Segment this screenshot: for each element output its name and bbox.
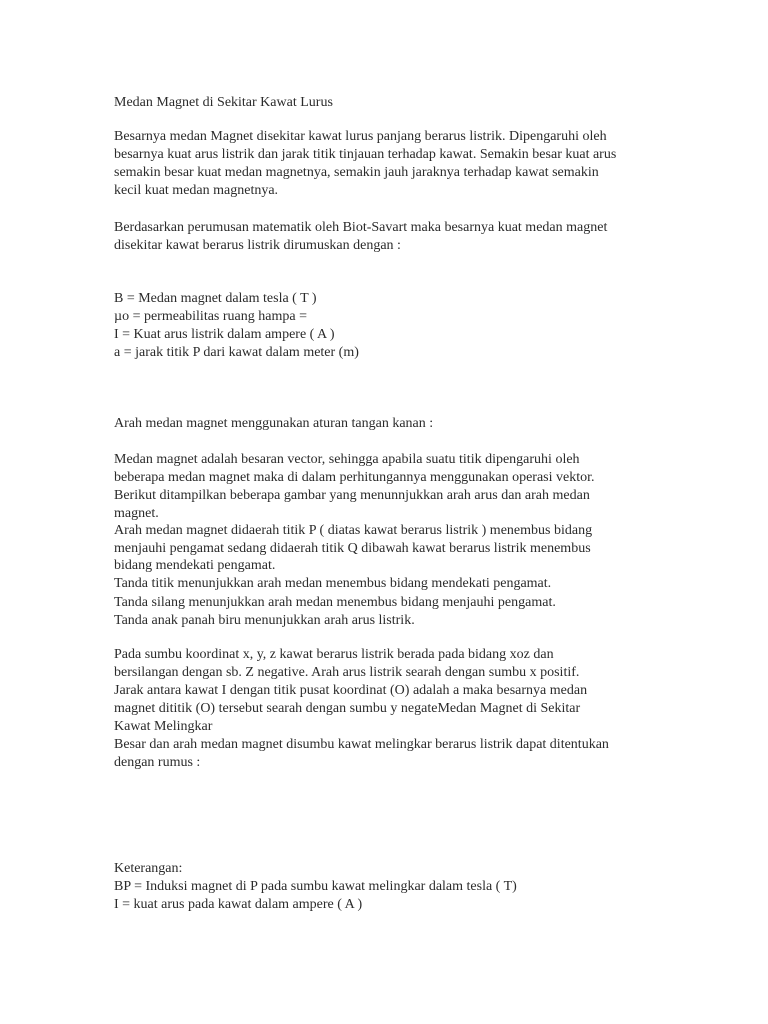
text-line: Besarnya medan Magnet disekitar kawat lurus panjang berarus listrik. Dipengaruhi oleh bbox=[114, 129, 607, 144]
text-line: kecil kuat medan magnetnya. bbox=[114, 183, 279, 198]
variable-definition: I = Kuat arus listrik dalam ampere ( A ) bbox=[114, 327, 335, 342]
variable-definition: B = Medan magnet dalam tesla ( T ) bbox=[114, 291, 317, 306]
text-line: magnet. bbox=[114, 506, 159, 521]
notes-heading: Keterangan: bbox=[114, 861, 183, 876]
text-line: semakin besar kuat medan magnetnya, semakin jauh jaraknya terhadap kawat semakin bbox=[114, 165, 599, 180]
note-line: I = kuat arus pada kawat dalam ampere ( A ) bbox=[114, 897, 363, 912]
variable-definition: a = jarak titik P dari kawat dalam meter (m) bbox=[114, 345, 359, 360]
text-line: dengan rumus : bbox=[114, 755, 201, 770]
text-line: bidang mendekati pengamat. bbox=[114, 558, 276, 573]
text-line: Berikut ditampilkan beberapa gambar yang menunnjukkan arah arus dan arah medan bbox=[114, 488, 590, 503]
text-line: besarnya kuat arus listrik dan jarak titik tinjauan terhadap kawat. Semakin besar kuat arus bbox=[114, 147, 617, 162]
document-title: Medan Magnet di Sekitar Kawat Lurus bbox=[114, 95, 333, 110]
text-line: Pada sumbu koordinat x, y, z kawat berarus listrik berada pada bidang xoz dan bbox=[114, 647, 554, 662]
text-line: bersilangan dengan sb. Z negative. Arah arus listrik searah dengan sumbu x positif. bbox=[114, 665, 580, 680]
text-line: Besar dan arah medan magnet disumbu kawat melingkar berarus listrik dapat ditentukan bbox=[114, 737, 609, 752]
text-line: beberapa medan magnet maka di dalam perhitungannya menggunakan operasi vektor. bbox=[114, 470, 595, 485]
text-line: disekitar kawat berarus listrik dirumuskan dengan : bbox=[114, 238, 401, 253]
text-line: Tanda anak panah biru menunjukkan arah arus listrik. bbox=[114, 613, 415, 628]
text-line: Tanda silang menunjukkan arah medan menembus bidang menjauhi pengamat. bbox=[114, 595, 556, 610]
note-line: BP = Induksi magnet di P pada sumbu kawat melingkar dalam tesla ( T) bbox=[114, 879, 517, 894]
text-line: Medan magnet adalah besaran vector, sehingga apabila suatu titik dipengaruhi oleh bbox=[114, 452, 580, 467]
text-line: menjauhi pengamat sedang didaerah titik Q dibawah kawat berarus listrik menembus bbox=[114, 541, 591, 556]
text-line: Tanda titik menunjukkan arah medan menembus bidang mendekati pengamat. bbox=[114, 576, 552, 591]
text-line: Jarak antara kawat I dengan titik pusat koordinat (O) adalah a maka besarnya medan bbox=[114, 683, 588, 698]
section-heading: Kawat Melingkar bbox=[114, 719, 213, 734]
text-line: Berdasarkan perumusan matematik oleh Biot-Savart maka besarnya kuat medan magnet bbox=[114, 220, 608, 235]
section-heading: Arah medan magnet menggunakan aturan tangan kanan : bbox=[114, 416, 434, 431]
text-line: Arah medan magnet didaerah titik P ( diatas kawat berarus listrik ) menembus bidang bbox=[114, 523, 593, 538]
text-line: magnet dititik (O) tersebut searah dengan sumbu y negateMedan Magnet di Sekitar bbox=[114, 701, 581, 716]
variable-definition: µo = permeabilitas ruang hampa = bbox=[114, 309, 307, 324]
